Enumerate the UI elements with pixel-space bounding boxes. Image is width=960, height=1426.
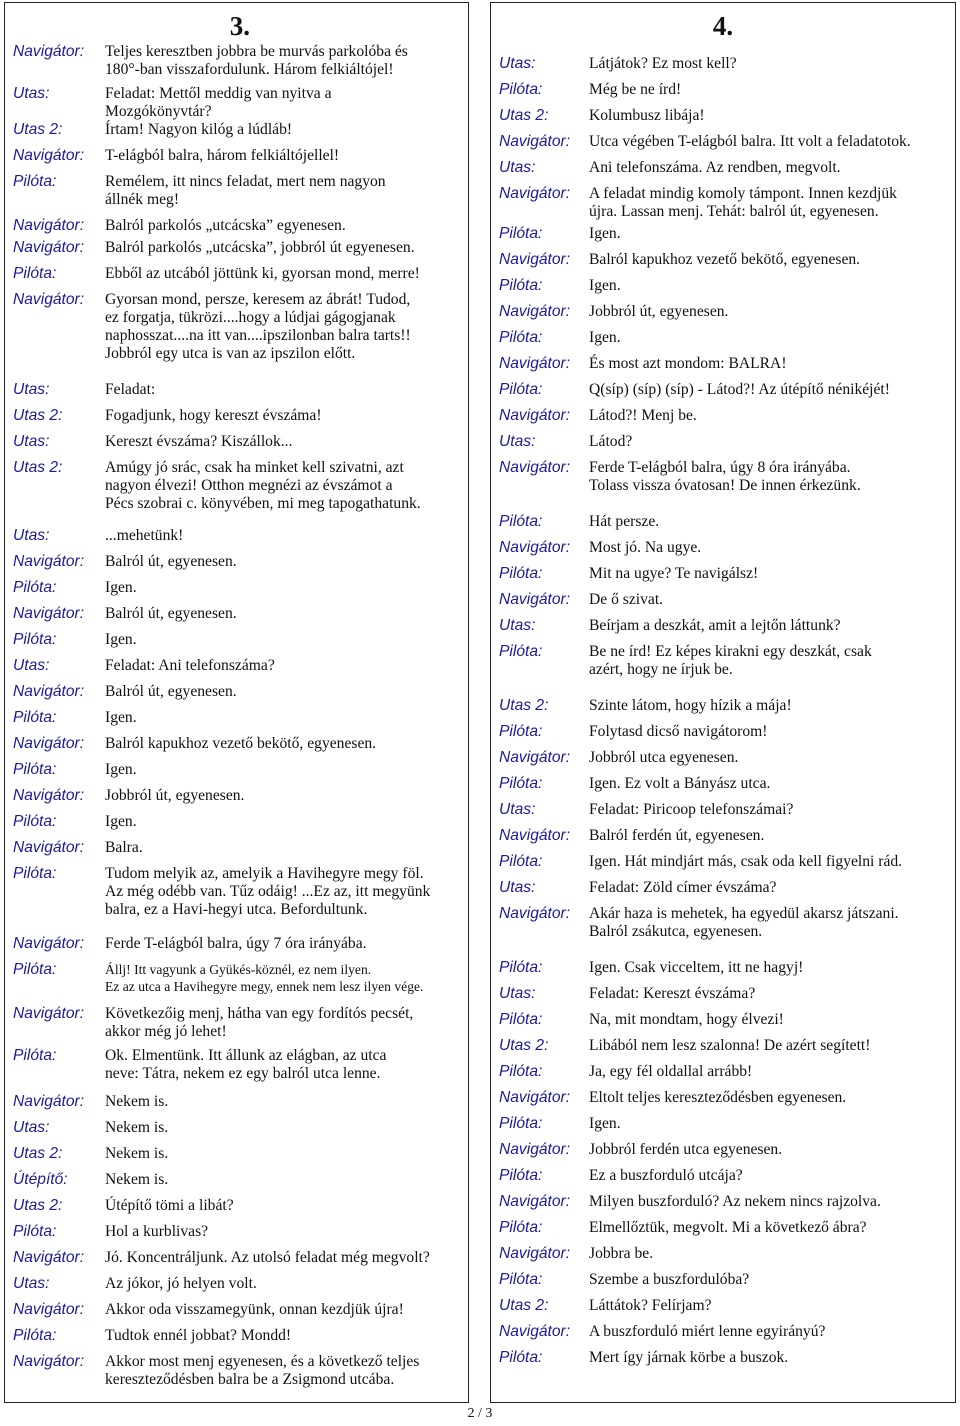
speaker-label: Pilóta: — [13, 813, 57, 830]
dialogue-entry — [499, 1167, 951, 1185]
speaker-label: Pilóta: — [499, 1219, 543, 1236]
dialogue-text: Következőig menj, hátha van egy fordítós pecsét, akkor még jó lehet! — [105, 1005, 414, 1040]
speaker-label: Navigátor: — [499, 1323, 571, 1340]
dialogue-text: Feladat: Mettől meddig van nyitva a Mozgókönyvtár? — [105, 85, 332, 120]
dialogue-text: Kolumbusz libája! — [589, 107, 705, 124]
speaker-label: Navigátor: — [499, 1245, 571, 1262]
dialogue-entry — [499, 159, 951, 177]
dialogue-entry — [499, 827, 951, 845]
dialogue-entry — [499, 225, 951, 243]
speaker-label: Navigátor: — [13, 147, 85, 164]
dialogue-text: Ebből az utcából jöttünk ki, gyorsan mond, merre! — [105, 265, 420, 282]
dialogue-text: Láttátok? Felírjam? — [589, 1297, 712, 1314]
dialogue-text: Írtam! Nagyon kilóg a lúdláb! — [105, 121, 293, 138]
speaker-label: Utas: — [13, 527, 50, 544]
dialogue-entry — [13, 1047, 464, 1083]
dialogue-text: Fogadjunk, hogy kereszt évszáma! — [105, 407, 322, 424]
dialogue-text: Igen. — [105, 761, 137, 778]
dialogue-text: Gyorsan mond, persze, keresem az ábrát! Tudod, ez forgatja, tükrözi....hogy a lúdjai gágogjanak naphosszat....na itt van....ipszilonban balra tarts!! Jobbról egy utca is van az ipszilon előtt. — [105, 291, 411, 362]
speaker-label: Navigátor: — [13, 683, 85, 700]
dialogue-text: Ok. Elmentünk. Itt állunk az elágban, az utca neve: Tátra, nekem ez egy balról utca lenne. — [105, 1047, 387, 1082]
speaker-label: Pilóta: — [13, 1327, 57, 1344]
dialogue-text: Feladat: Piricoop telefonszámai? — [589, 801, 794, 818]
dialogue-entry — [13, 865, 464, 919]
speaker-label: Navigátor: — [499, 303, 571, 320]
speaker-label: Navigátor: — [13, 43, 85, 60]
speaker-label: Pilóta: — [13, 1223, 57, 1240]
section-4-column — [490, 2, 956, 1403]
speaker-label: Utas 2: — [499, 107, 549, 124]
dialogue-text: Balról parkolós „utcácska”, jobbról út egyenesen. — [105, 239, 415, 256]
dialogue-entry — [13, 43, 464, 79]
speaker-label: Utas: — [499, 55, 536, 72]
speaker-label: Utas: — [13, 1119, 50, 1136]
speaker-label: Pilóta: — [13, 761, 57, 778]
speaker-label: Navigátor: — [499, 133, 571, 150]
speaker-label: Pilóta: — [499, 1167, 543, 1184]
speaker-label: Pilóta: — [13, 631, 57, 648]
dialogue-entry — [499, 459, 951, 495]
dialogue-entry — [499, 355, 951, 373]
dialogue-text: Feladat: Ani telefonszáma? — [105, 657, 275, 674]
speaker-label: Utas 2: — [13, 459, 63, 476]
dialogue-entry — [499, 1011, 951, 1029]
dialogue-text: De ő szivat. — [589, 591, 664, 608]
speaker-label: Utas: — [13, 1275, 50, 1292]
dialogue-text: Nekem is. — [105, 1171, 169, 1188]
speaker-label: Utas 2: — [13, 1145, 63, 1162]
dialogue-text: A buszforduló miért lenne egyirányú? — [589, 1323, 826, 1340]
speaker-label: Navigátor: — [13, 787, 85, 804]
speaker-label: Navigátor: — [13, 935, 85, 952]
dialogue-entry — [13, 579, 464, 597]
dialogue-text: Jobbról ferdén utca egyenesen. — [589, 1141, 783, 1158]
speaker-label: Utas: — [499, 617, 536, 634]
dialogue-text: Amúgy jó srác, csak ha minket kell szivatni, azt nagyon élvezi! Otthon megnézi az évszámot a Pécs szobrai c. könyvében, mi meg tapogathatunk. — [105, 459, 421, 512]
dialogue-text: Látod? — [589, 433, 633, 450]
dialogue-text: Q(síp) (síp) (síp) - Látod?! Az útépítő nénikéjét! — [589, 381, 890, 398]
speaker-label: Navigátor: — [499, 1089, 571, 1106]
dialogue-text: Nekem is. — [105, 1093, 169, 1110]
speaker-label: Utas: — [499, 879, 536, 896]
speaker-label: Navigátor: — [499, 185, 571, 202]
speaker-label: Utas: — [499, 159, 536, 176]
speaker-label: Navigátor: — [499, 355, 571, 372]
dialogue-entry — [13, 1249, 464, 1267]
speaker-label: Pilóta: — [499, 643, 543, 660]
dialogue-text: Kereszt évszáma? Kiszállok... — [105, 433, 293, 450]
dialogue-text: Akár haza is mehetek, ha egyedül akarsz játszani. Balról zsákutca, egyenesen. — [589, 905, 899, 940]
dialogue-text: Szinte látom, hogy hízik a mája! — [589, 697, 792, 714]
dialogue-entry — [499, 539, 951, 557]
speaker-label: Pilóta: — [13, 1047, 57, 1064]
speaker-label: Pilóta: — [499, 1271, 543, 1288]
speaker-label: Navigátor: — [13, 605, 85, 622]
dialogue-entry — [499, 1063, 951, 1081]
dialogue-entry — [13, 839, 464, 857]
section-title: 4. — [712, 11, 734, 41]
dialogue-entry — [13, 85, 464, 121]
dialogue-text: Balról kapukhoz vezető bekötő, egyenesen. — [105, 735, 377, 752]
dialogue-entry — [499, 1323, 951, 1341]
dialogue-text: Látjátok? Ez most kell? — [589, 55, 737, 72]
dialogue-entry — [13, 217, 464, 235]
dialogue-text: Nekem is. — [105, 1119, 169, 1136]
dialogue-entry — [13, 121, 464, 139]
dialogue-text: Balról út, egyenesen. — [105, 605, 237, 622]
speaker-label: Utas: — [499, 433, 536, 450]
dialogue-entry — [499, 697, 951, 715]
dialogue-entry — [13, 813, 464, 831]
speaker-label: Pilóta: — [499, 277, 543, 294]
dialogue-text: Ferde T-elágból balra, úgy 8 óra irányába. Tolass vissza óvatosan! De innen érkezünk. — [589, 459, 861, 494]
dialogue-text: Tudtok ennél jobbat? Mondd! — [105, 1327, 292, 1344]
speaker-label: Pilóta: — [499, 381, 543, 398]
speaker-label: Navigátor: — [13, 1249, 85, 1266]
dialogue-entry — [499, 407, 951, 425]
dialogue-text: Feladat: Kereszt évszáma? — [589, 985, 756, 1002]
dialogue-text: Elmellőztük, megvolt. Mi a következő ábra? — [589, 1219, 867, 1236]
speaker-label: Pilóta: — [499, 1115, 543, 1132]
speaker-label: Pilóta: — [499, 959, 543, 976]
speaker-label: Navigátor: — [13, 1093, 85, 1110]
dialogue-entry — [499, 433, 951, 451]
dialogue-text: Jobbra be. — [589, 1245, 654, 1262]
dialogue-text: Folytasd dicső navigátorom! — [589, 723, 768, 740]
dialogue-text: Beírjam a deszkát, amit a lejtőn láttunk? — [589, 617, 841, 634]
dialogue-text: Állj! Itt vagyunk a Gyükés-köznél, ez nem ilyen. Ez az utca a Havihegyre megy, ennek nem lesz ilyen vége. — [105, 962, 424, 994]
dialogue-entry — [499, 643, 951, 679]
dialogue-text: A feladat mindig komoly támpont. Innen kezdjük újra. Lassan menj. Tehát: balról út, egyenesen. — [589, 185, 897, 220]
dialogue-text: Akkor most menj egyenesen, és a következő teljes kereszteződésben balra be a Zsigmond utcába. — [105, 1353, 420, 1388]
dialogue-entry — [499, 329, 951, 347]
dialogue-entry — [499, 879, 951, 897]
dialogue-text: Ferde T-elágból balra, úgy 7 óra irányába. — [105, 935, 367, 952]
speaker-label: Navigátor: — [13, 291, 85, 308]
dialogue-text: ...mehetünk! — [105, 527, 184, 544]
page-number: 2 / 3 — [467, 1406, 493, 1421]
dialogue-entry — [499, 1089, 951, 1107]
dialogue-text: Igen. — [589, 329, 621, 346]
dialogue-entry — [499, 55, 951, 73]
dialogue-text: Ani telefonszáma. Az rendben, megvolt. — [589, 159, 841, 176]
dialogue-entry — [499, 775, 951, 793]
speaker-label: Pilóta: — [499, 81, 543, 98]
dialogue-entry — [13, 1275, 464, 1293]
dialogue-text: Jó. Koncentráljunk. Az utolsó feladat még megvolt? — [105, 1249, 430, 1266]
dialogue-text: Mert így járnak körbe a buszok. — [589, 1349, 789, 1366]
speaker-label: Navigátor: — [13, 839, 85, 856]
speaker-label: Navigátor: — [499, 905, 571, 922]
dialogue-entry — [13, 527, 464, 545]
speaker-label: Navigátor: — [13, 1005, 85, 1022]
dialogue-entry — [499, 1349, 951, 1367]
dialogue-entry — [499, 565, 951, 583]
dialogue-entry — [13, 961, 464, 995]
dialogue-text: Balról út, egyenesen. — [105, 553, 237, 570]
dialogue-text: Be ne írd! Ez képes kirakni egy deszkát, csak azért, hogy ne írjuk be. — [589, 643, 872, 678]
dialogue-entry — [499, 749, 951, 767]
dialogue-entry — [499, 723, 951, 741]
dialogue-text: Szembe a buszfordulóba? — [589, 1271, 750, 1288]
dialogue-text: Utca végében T-elágból balra. Itt volt a feladatotok. — [589, 133, 911, 150]
speaker-label: Utas 2: — [13, 1197, 63, 1214]
speaker-label: Navigátor: — [13, 553, 85, 570]
dialogue-entry — [13, 173, 464, 209]
speaker-label: Pilóta: — [13, 709, 57, 726]
dialogue-text: Hát persze. — [589, 513, 660, 530]
dialogue-text: Útépítő tömi a libát? — [105, 1197, 234, 1214]
speaker-label: Pilóta: — [499, 1011, 543, 1028]
dialogue-text: Még be ne írd! — [589, 81, 682, 98]
dialogue-text: Balról kapukhoz vezető bekötő, egyenesen. — [589, 251, 861, 268]
dialogue-entry — [13, 1327, 464, 1345]
speaker-label: Navigátor: — [499, 407, 571, 424]
speaker-label: Utas: — [13, 85, 50, 102]
dialogue-entry — [13, 147, 464, 165]
dialogue-text: Akkor oda visszamegyünk, onnan kezdjük újra! — [105, 1301, 404, 1318]
dialogue-entry — [13, 1197, 464, 1215]
dialogue-entry — [13, 631, 464, 649]
speaker-label: Pilóta: — [499, 1349, 543, 1366]
dialogue-entry — [13, 683, 464, 701]
speaker-label: Utas: — [499, 985, 536, 1002]
dialogue-text: Balról parkolós „utcácska” egyenesen. — [105, 217, 346, 234]
speaker-label: Navigátor: — [13, 217, 85, 234]
dialogue-text: Igen. — [105, 579, 137, 596]
dialogue-entry — [13, 605, 464, 623]
dialogue-entry — [13, 761, 464, 779]
speaker-label: Pilóta: — [13, 265, 57, 282]
dialogue-entry — [13, 1353, 464, 1389]
dialogue-text: Jobbról út, egyenesen. — [589, 303, 729, 320]
dialogue-text: Igen. — [105, 709, 137, 726]
dialogue-entry — [499, 251, 951, 269]
speaker-label: Pilóta: — [499, 329, 543, 346]
dialogue-text: Balról ferdén út, egyenesen. — [589, 827, 765, 844]
dialogue-entry — [13, 935, 464, 953]
dialogue-entry — [499, 617, 951, 635]
dialogue-text: Nekem is. — [105, 1145, 169, 1162]
dialogue-entry — [13, 657, 464, 675]
dialogue-text: Mit na ugye? Te navigálsz! — [589, 565, 759, 582]
dialogue-text: Tudom melyik az, amelyik a Havihegyre megy föl. Az még odébb van. Tűz odáig! ...Ez az, itt megyünk balra, ez a Havi-hegyi utca. Befordultunk. — [105, 865, 431, 918]
speaker-label: Navigátor: — [499, 539, 571, 556]
speaker-label: Utas: — [13, 381, 50, 398]
dialogue-entry — [13, 709, 464, 727]
dialogue-text: Igen. Csak vicceltem, itt ne hagyj! — [589, 959, 804, 976]
section-3-column — [4, 2, 469, 1403]
speaker-label: Navigátor: — [13, 239, 85, 256]
dialogue-entry — [13, 1171, 464, 1189]
dialogue-text: Jobbról utca egyenesen. — [589, 749, 739, 766]
speaker-label: Pilóta: — [499, 1063, 543, 1080]
dialogue-text: Teljes keresztben jobbra be murvás parkolóba és 180°-ban visszafordulunk. Három felkiáltójel! — [105, 43, 408, 78]
section-title: 3. — [229, 11, 250, 41]
dialogue-entry — [13, 459, 464, 513]
dialogue-entry — [499, 277, 951, 295]
speaker-label: Pilóta: — [499, 225, 543, 242]
dialogue-text: Igen. — [589, 225, 621, 242]
dialogue-entry — [13, 1223, 464, 1241]
speaker-label: Utas: — [13, 433, 50, 450]
dialogue-entry — [13, 735, 464, 753]
dialogue-text: Igen. — [589, 1115, 621, 1132]
dialogue-text: Igen. — [589, 277, 621, 294]
dialogue-text: Balról út, egyenesen. — [105, 683, 237, 700]
dialogue-entry — [13, 1005, 464, 1041]
dialogue-text: Remélem, itt nincs feladat, mert nem nagyon állnék meg! — [105, 173, 386, 208]
speaker-label: Navigátor: — [13, 1301, 85, 1318]
dialogue-entry — [499, 959, 951, 977]
dialogue-entry — [499, 1245, 951, 1263]
dialogue-text: Igen. — [105, 813, 137, 830]
speaker-label: Navigátor: — [499, 591, 571, 608]
speaker-label: Utas 2: — [13, 407, 63, 424]
speaker-label: Pilóta: — [499, 775, 543, 792]
dialogue-text: Libából nem lesz szalonna! De azért segített! — [589, 1037, 871, 1054]
dialogue-text: Eltolt teljes kereszteződésben egyenesen. — [589, 1089, 847, 1106]
speaker-label: Utas 2: — [499, 1037, 549, 1054]
speaker-label: Útépítő: — [13, 1171, 68, 1188]
dialogue-entry — [499, 985, 951, 1003]
dialogue-entry — [13, 381, 464, 399]
dialogue-entry — [13, 1093, 464, 1111]
dialogue-text: T-elágból balra, három felkiáltójellel! — [105, 147, 340, 164]
dialogue-entry — [499, 1115, 951, 1133]
dialogue-entry — [13, 239, 464, 257]
dialogue-text: Ez a buszforduló utcája? — [589, 1167, 743, 1184]
dialogue-entry — [499, 1193, 951, 1211]
dialogue-text: Feladat: — [105, 381, 156, 398]
dialogue-entry — [499, 81, 951, 99]
dialogue-text: Na, mit mondtam, hogy élvezi! — [589, 1011, 784, 1028]
dialogue-text: Igen. Ez volt a Bányász utca. — [589, 775, 771, 792]
dialogue-text: Ja, egy fél oldallal arrább! — [589, 1063, 753, 1080]
dialogue-text: Az jókor, jó helyen volt. — [105, 1275, 257, 1292]
dialogue-text: Látod?! Menj be. — [589, 407, 697, 424]
speaker-label: Navigátor: — [499, 251, 571, 268]
dialogue-entry — [13, 433, 464, 451]
speaker-label: Navigátor: — [13, 735, 85, 752]
dialogue-text: Balra. — [105, 839, 143, 856]
speaker-label: Pilóta: — [13, 579, 57, 596]
dialogue-text: Most jó. Na ugye. — [589, 539, 702, 556]
speaker-label: Utas 2: — [499, 697, 549, 714]
speaker-label: Navigátor: — [13, 1353, 85, 1370]
speaker-label: Navigátor: — [499, 749, 571, 766]
speaker-label: Navigátor: — [499, 827, 571, 844]
speaker-label: Utas: — [499, 801, 536, 818]
dialogue-entry — [499, 1297, 951, 1315]
dialogue-entry — [499, 905, 951, 941]
speaker-label: Pilóta: — [13, 173, 57, 190]
dialogue-text: Igen. Hát mindjárt más, csak oda kell figyelni rád. — [589, 853, 903, 870]
dialogue-entry — [499, 853, 951, 871]
dialogue-entry — [499, 591, 951, 609]
dialogue-entry — [13, 1119, 464, 1137]
dialogue-entry — [13, 407, 464, 425]
dialogue-entry — [13, 787, 464, 805]
dialogue-entry — [499, 107, 951, 125]
speaker-label: Utas 2: — [13, 121, 63, 138]
speaker-label: Pilóta: — [499, 853, 543, 870]
dialogue-entry — [499, 513, 951, 531]
speaker-label: Utas 2: — [499, 1297, 549, 1314]
dialogue-entry — [499, 1271, 951, 1289]
dialogue-entry — [13, 1145, 464, 1163]
speaker-label: Pilóta: — [13, 961, 57, 978]
dialogue-text: Hol a kurblivas? — [105, 1223, 209, 1240]
speaker-label: Utas: — [13, 657, 50, 674]
dialogue-text: Jobbról út, egyenesen. — [105, 787, 245, 804]
speaker-label: Pilóta: — [499, 565, 543, 582]
dialogue-text: Milyen buszforduló? Az nekem nincs rajzolva. — [589, 1193, 881, 1210]
dialogue-entry — [13, 265, 464, 283]
dialogue-text: Feladat: Zöld címer évszáma? — [589, 879, 777, 896]
dialogue-text: És most azt mondom: BALRA! — [589, 355, 787, 372]
dialogue-entry — [499, 1141, 951, 1159]
dialogue-entry — [13, 1301, 464, 1319]
speaker-label: Navigátor: — [499, 1193, 571, 1210]
speaker-label: Pilóta: — [499, 513, 543, 530]
dialogue-entry — [499, 801, 951, 819]
speaker-label: Pilóta: — [13, 865, 57, 882]
speaker-label: Pilóta: — [499, 723, 543, 740]
dialogue-entry — [499, 1219, 951, 1237]
dialogue-entry — [13, 553, 464, 571]
dialogue-entry — [499, 133, 951, 151]
dialogue-entry — [499, 1037, 951, 1055]
dialogue-entry — [499, 303, 951, 321]
speaker-label: Navigátor: — [499, 1141, 571, 1158]
dialogue-entry — [13, 291, 464, 363]
speaker-label: Navigátor: — [499, 459, 571, 476]
dialogue-entry — [499, 381, 951, 399]
dialogue-text: Igen. — [105, 631, 137, 648]
dialogue-entry — [499, 185, 951, 221]
